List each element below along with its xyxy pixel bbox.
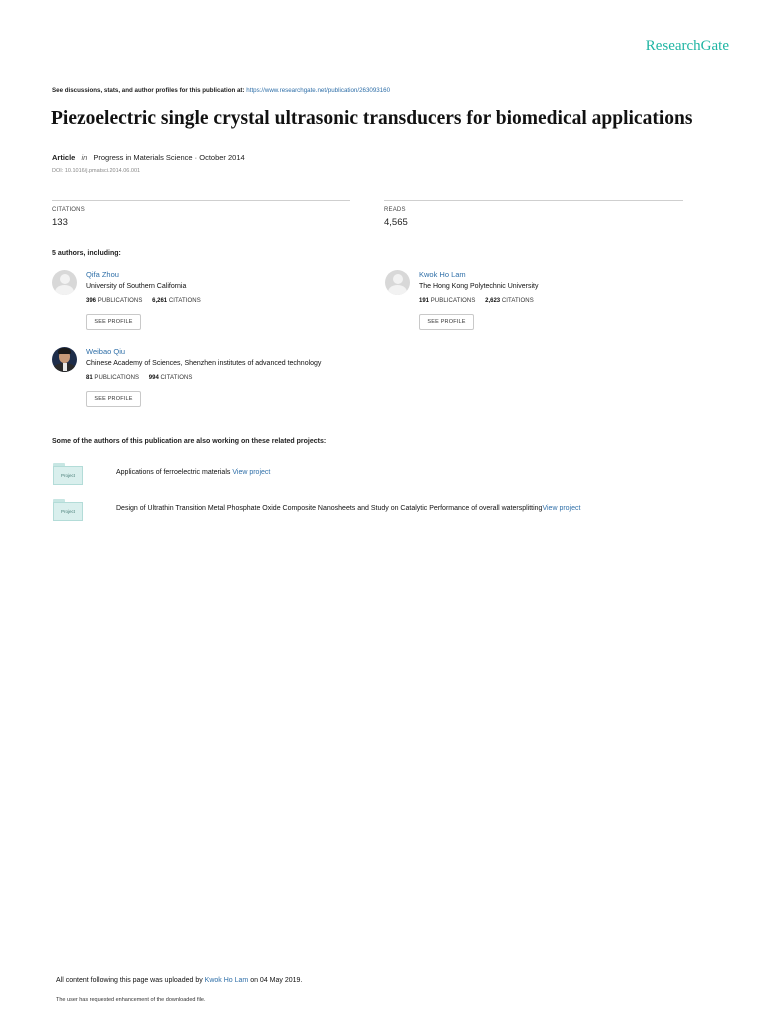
author-stats <box>86 375 193 381</box>
project-badge: Project <box>53 502 83 521</box>
enhancement-note: The user has requested enhancement of the downloaded file. <box>56 997 206 1003</box>
author-affiliation: University of Southern California <box>86 283 187 290</box>
author-affiliation: The Hong Kong Polytechnic University <box>419 283 539 290</box>
author-citations-count: 2,623 <box>485 298 501 304</box>
see-profile-button[interactable]: SEE PROFILE <box>86 314 141 330</box>
citations-label: CITATIONS <box>52 207 85 213</box>
project-folder-icon <box>53 463 83 485</box>
citations-small-label: CITATIONS <box>160 375 193 381</box>
placeholder-avatar-icon[interactable] <box>385 270 410 295</box>
view-project-link[interactable]: View project <box>232 469 271 476</box>
journal-info: Progress in Materials Science · October 2014 <box>93 153 245 162</box>
publication-title: Piezoelectric single crystal ultrasonic transducers for biomedical applications <box>51 108 693 129</box>
citations-small-label: CITATIONS <box>501 298 534 304</box>
author-photo[interactable] <box>52 347 77 372</box>
project-title: Design of Ultrathin Transition Metal Phosphate Oxide Composite Nanosheets and Study on Catalytic Performance of overall watersplitting <box>116 505 543 512</box>
author-affiliation: Chinese Academy of Sciences, Shenzhen institutes of advanced technology <box>86 360 322 367</box>
placeholder-avatar-icon[interactable] <box>52 270 77 295</box>
publication-meta <box>52 153 245 162</box>
publications-count: 81 <box>86 375 93 381</box>
discussion-text: See discussions, stats, and author profiles for this publication at: <box>52 87 245 94</box>
citations-count: 133 <box>52 217 68 228</box>
author-citations-count: 994 <box>148 375 159 381</box>
author-name[interactable]: Qifa Zhou <box>86 270 119 279</box>
project-text <box>116 505 580 512</box>
reads-count: 4,565 <box>384 217 408 228</box>
upload-date: on 04 May 2019. <box>250 977 303 984</box>
discussion-note <box>52 87 390 94</box>
reads-divider <box>384 200 683 201</box>
citations-small-label: CITATIONS <box>168 298 201 304</box>
project-folder-icon <box>53 499 83 521</box>
project-item <box>52 499 712 523</box>
related-projects-heading: Some of the authors of this publication are also working on these related projects: <box>52 438 327 445</box>
author-stats <box>419 298 534 304</box>
upload-prefix: All content following this page was uploaded by <box>56 977 203 984</box>
meta-in: in <box>81 153 88 162</box>
authors-heading: 5 authors, including: <box>52 250 121 257</box>
publications-count: 396 <box>86 298 97 304</box>
see-profile-button[interactable]: SEE PROFILE <box>86 391 141 407</box>
project-text <box>116 469 270 476</box>
author-stats <box>86 298 201 304</box>
reads-label: READS <box>384 207 406 213</box>
publications-label: PUBLICATIONS <box>94 375 140 381</box>
project-title: Applications of ferroelectric materials <box>116 469 231 476</box>
view-project-link[interactable]: View project <box>542 505 581 512</box>
doi: DOI: 10.1016/j.pmatsci.2014.06.001 <box>52 168 141 174</box>
author-citations-count: 6,261 <box>152 298 168 304</box>
publication-type: Article <box>52 153 76 162</box>
publication-url-link[interactable]: https://www.researchgate.net/publication/263093160 <box>246 87 391 94</box>
citations-divider <box>52 200 350 201</box>
project-item <box>52 463 652 487</box>
upload-note <box>56 977 302 984</box>
researchgate-logo[interactable]: ResearchGate <box>645 38 729 54</box>
publications-label: PUBLICATIONS <box>97 298 143 304</box>
author-name[interactable]: Weibao Qiu <box>86 347 126 356</box>
publications-label: PUBLICATIONS <box>430 298 476 304</box>
project-badge: Project <box>53 466 83 485</box>
see-profile-button[interactable]: SEE PROFILE <box>419 314 474 330</box>
uploader-link[interactable]: Kwok Ho Lam <box>204 977 249 984</box>
author-name[interactable]: Kwok Ho Lam <box>419 270 466 279</box>
publications-count: 191 <box>419 298 430 304</box>
